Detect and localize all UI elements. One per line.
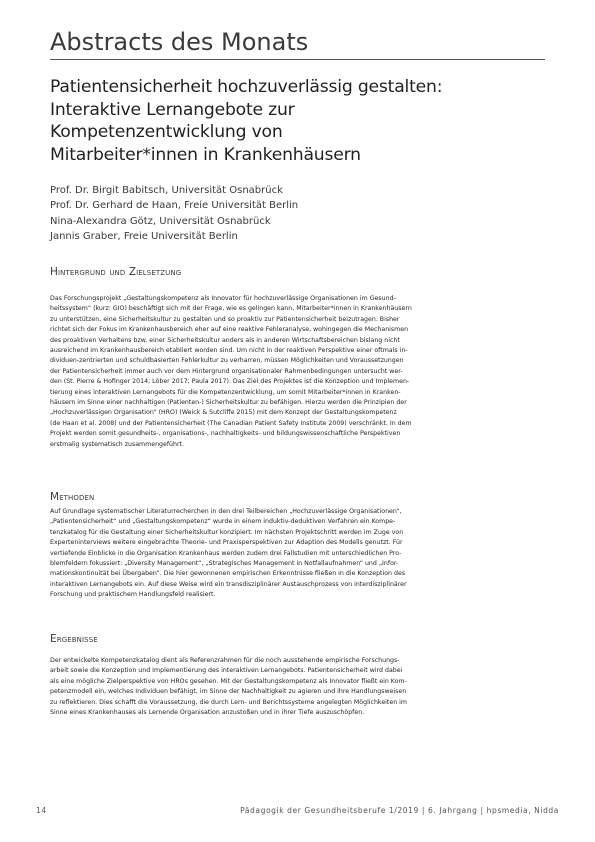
- text-line: der Patientensicherheit immer auch vor dem Hintergrund organisationaler Rahmenbedingungen untersucht wer-: [50, 367, 403, 375]
- text-line: interaktiven Lernangebots ein. Auf diese Weise wird ein transdisziplinärer Austauschprozess von interdisziplinärer: [50, 580, 407, 588]
- text-line: dividuen-zentrierten und schuldbasierten Fehlerkultur zu verharren, müssen Möglichkeiten und Voraussetzungen: [50, 357, 404, 365]
- heading-hintergrund: Hintergrund und Zielsetzung: [50, 266, 182, 278]
- text-line: Der entwickelte Kompetenzkatalog dient als Referenzrahmen für die noch ausstehende empirische Forschungs-: [50, 657, 400, 664]
- text-line: Projekt werden somit gesundheits-, organisations-, nachhaltigkeits- und bildungswissenschaftliche Perspektiven: [50, 430, 401, 438]
- text-line: Auf Grundlage systematischer Literaturrecherchen in den drei Teilbereichen „Hochzuverlässige Organisationen“,: [50, 508, 402, 515]
- text-line: als eine mögliche Zielperspektive von HROs gesehen. Mit der Gestaltungskompetenz als Innovator fließt ein Kom-: [50, 677, 407, 685]
- author: Nina-Alexandra Götz, Universität Osnabrück: [50, 215, 271, 227]
- text-line: (de Haan et al. 2008) und der Patientensicherheit (The Canadian Patient Safety Institute 2009) verschränkt. In dem: [50, 419, 412, 427]
- text-line: zu unterstützen, eine Sicherheitskultur zu gestalten und so proaktiv zur Patientensicherheit beizutragen. Bisher: [50, 315, 400, 323]
- text-line: arbeit sowie die Konzeption und Implementierung des interaktiven Lernangebots. Patientensicherheit wird dabei: [50, 667, 403, 675]
- heading-methoden: Methoden: [50, 491, 95, 503]
- text-line: vertiefende Einblicke in die Organisation Krankenhaus werden zudem drei Fallstudien mit unterschiedlichen Pro-: [50, 549, 402, 557]
- text-line: zu reflektieren. Dies schafft die Voraussetzung, die durch Lern- und Berichtssysteme angelegten Möglichkeiten im: [50, 698, 407, 706]
- text-line: erstmalig systematisch zusammengeführt.: [50, 440, 184, 448]
- text-line: häusern im Sinne einer nachhaltigen (Patienten-) Sicherheitskultur zu befähigen. Hierzu werden die Prinzipien der: [50, 399, 407, 407]
- text-line: Experteninterviews weitere eingebrachte Theorie- und Praxisperspektiven zur Adaption des Modells genutzt. Für: [50, 539, 403, 547]
- title-line: Mitarbeiter*innen in Krankenhäusern: [50, 144, 361, 165]
- title-line: Patientensicherheit hochzuverlässig gestalten:: [50, 77, 443, 97]
- author: Prof. Dr. Gerhard de Haan, Freie Universität Berlin: [50, 200, 299, 212]
- text-line: Sinne eines Krankenhauses als Lernende Organisation anzustoßen und in ihrer Tiefe auszuschöpfen.: [50, 709, 365, 717]
- text-line: den (St. Pierre & Hofinger 2014; Löber 2017; Paula 2017). Das Ziel des Projektes ist die Konzeption und Implemen-: [50, 378, 410, 386]
- text-line: mationskontinuität bei Übergaben“. Die hier gewonnenen empirischen Erkenntnisse fließen in die Konzeption des: [50, 570, 406, 578]
- text-line: heitssystem“ (kurz: GIO) beschäftigt sich mit der Frage, wie es gelingen kann, Mitarbeiter*innen in Krankenhäusern: [50, 305, 412, 313]
- author: Prof. Dr. Birgit Babitsch, Universität Osnabrück: [50, 185, 283, 196]
- article-title: [50, 76, 545, 166]
- text-line: tierung eines interaktiven Lernangebots für die Kompetenzentwicklung, um somit Mitarbeiter*innen in Kranken-: [50, 388, 401, 396]
- text-line: richtet sich der Fokus im Krankenhausbereich eher auf eine reaktive Fehleranalyse, wohingegen die Mechanismen: [50, 326, 409, 334]
- text-line: blemfeldern fokussiert: „Diversity Management“, „Strategisches Management in Notfallaufnahmen“ und „Infor-: [50, 560, 399, 568]
- title-line: Interaktive Lernangebote zur: [50, 99, 295, 120]
- body-hintergrund: [50, 294, 545, 450]
- page-number: 14: [36, 806, 47, 815]
- text-line: Das Forschungsprojekt „Gestaltungskompetenz als Innovator für hochzuverlässige Organisationen im Gesund-: [50, 295, 396, 302]
- body-ergebnisse: [50, 656, 545, 718]
- text-line: petenzmodell ein, welches Individuen befähigt, im Sinne der Nachhaltigkeit zu agieren und ihre Handlungsweisen: [50, 688, 407, 696]
- heading-ergebnisse: Ergebnisse: [50, 633, 98, 645]
- section-header: Abstracts des Monats: [50, 27, 545, 60]
- text-line: ausreichend im Krankenhausbereich etabliert worden sind. Um nicht in der reaktiven Perspektive einer oftmals in-: [50, 347, 408, 355]
- body-methoden: [50, 507, 545, 601]
- author-list: [50, 183, 545, 245]
- title-line: Kompetenzentwicklung von: [50, 122, 283, 142]
- text-line: „Hochzuverlässigen Organisation“ (HRO) (Weick & Sutcliffe 2015) mit dem Konzept der Gestaltungskompetenz: [50, 409, 397, 417]
- text-line: tenzkatalog für die Gestaltung einer Sicherheitskultur konzipiert. Im nächsten Projektschritt werden im Zuge von: [50, 528, 404, 536]
- text-line: „Patientensicherheit“ und „Gestaltungskompetenz“ wurde in einem induktiv-deduktiven Verfahren ein Kompe-: [50, 518, 396, 526]
- author: Jannis Graber, Freie Universität Berlin: [50, 231, 238, 243]
- text-line: des proaktiven Verhaltens bzw. einer Sicherheitskultur anders als in anderen Wirtschaftsbereichen bislang nicht: [50, 336, 400, 344]
- text-line: Forschung und praktischem Handlungsfeld realisiert.: [50, 591, 216, 599]
- journal-citation: Pädagogik der Gesundheitsberufe 1/2019 | 6. Jahrgang | hpsmedia, Nidda: [240, 806, 559, 815]
